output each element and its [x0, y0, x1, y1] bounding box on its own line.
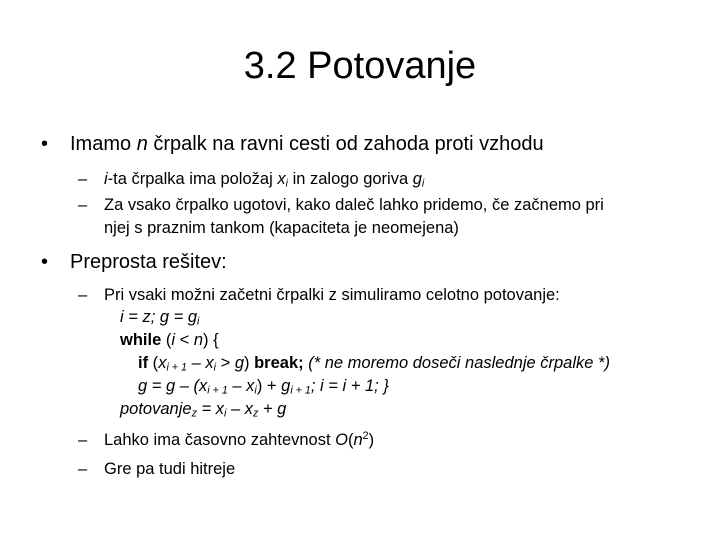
bullet-1-text: Imamo n črpalk na ravni cesti od zahoda proti vzhodu — [70, 133, 544, 155]
slide-title: 3.2 Potovanje — [243, 45, 477, 87]
sub-bullet-2-3-text: Gre pa tudi hitreje — [104, 460, 236, 478]
bullet-marker: • — [41, 133, 49, 155]
code-line-3: if $(x_{i + 1} - x_i > g)$ break; (* ne moremo doseči naslednje črpalke *) — [138, 354, 610, 374]
bullet-marker: • — [41, 251, 49, 273]
sub-bullet-marker: – — [78, 170, 88, 188]
sub-bullet-marker: – — [78, 460, 88, 478]
sub-bullet-1-2-line-1: Za vsako črpalko ugotovi, kako daleč lahko pridemo, če začnemo pri — [104, 196, 604, 214]
sub-bullet-marker: – — [78, 431, 88, 449]
sub-bullet-2-1-text: Pri vsaki možni začetni črpalki z simuliramo celotno potovanje: — [104, 286, 560, 304]
sub-bullet-marker: – — [78, 286, 88, 304]
code-line-4: $g = g - (x_{i + 1} - x_i) + g_{i + 1}$; i = i + 1; } — [138, 377, 389, 397]
code-line-2: while (i < n) { — [120, 331, 219, 349]
sub-bullet-marker: – — [78, 196, 88, 214]
sub-bullet-2-2-text: Lahko ima časovno zahtevnost $O(n^2)$ — [104, 430, 375, 449]
code-line-1: i = z; $g = g_i$ — [120, 308, 200, 328]
sub-bullet-1-2-line-2: njej s praznim tankom (kapaciteta je neomejena) — [104, 219, 459, 237]
code-line-5: potovanje$_z$ = $x_i - x_z + g$ — [120, 400, 287, 420]
bullet-2-text: Preprosta rešitev: — [70, 251, 227, 273]
sub-bullet-1-1-text: i-ta črpalka ima položaj $x_i$ in zalogo goriva $g_i$ — [104, 170, 425, 190]
